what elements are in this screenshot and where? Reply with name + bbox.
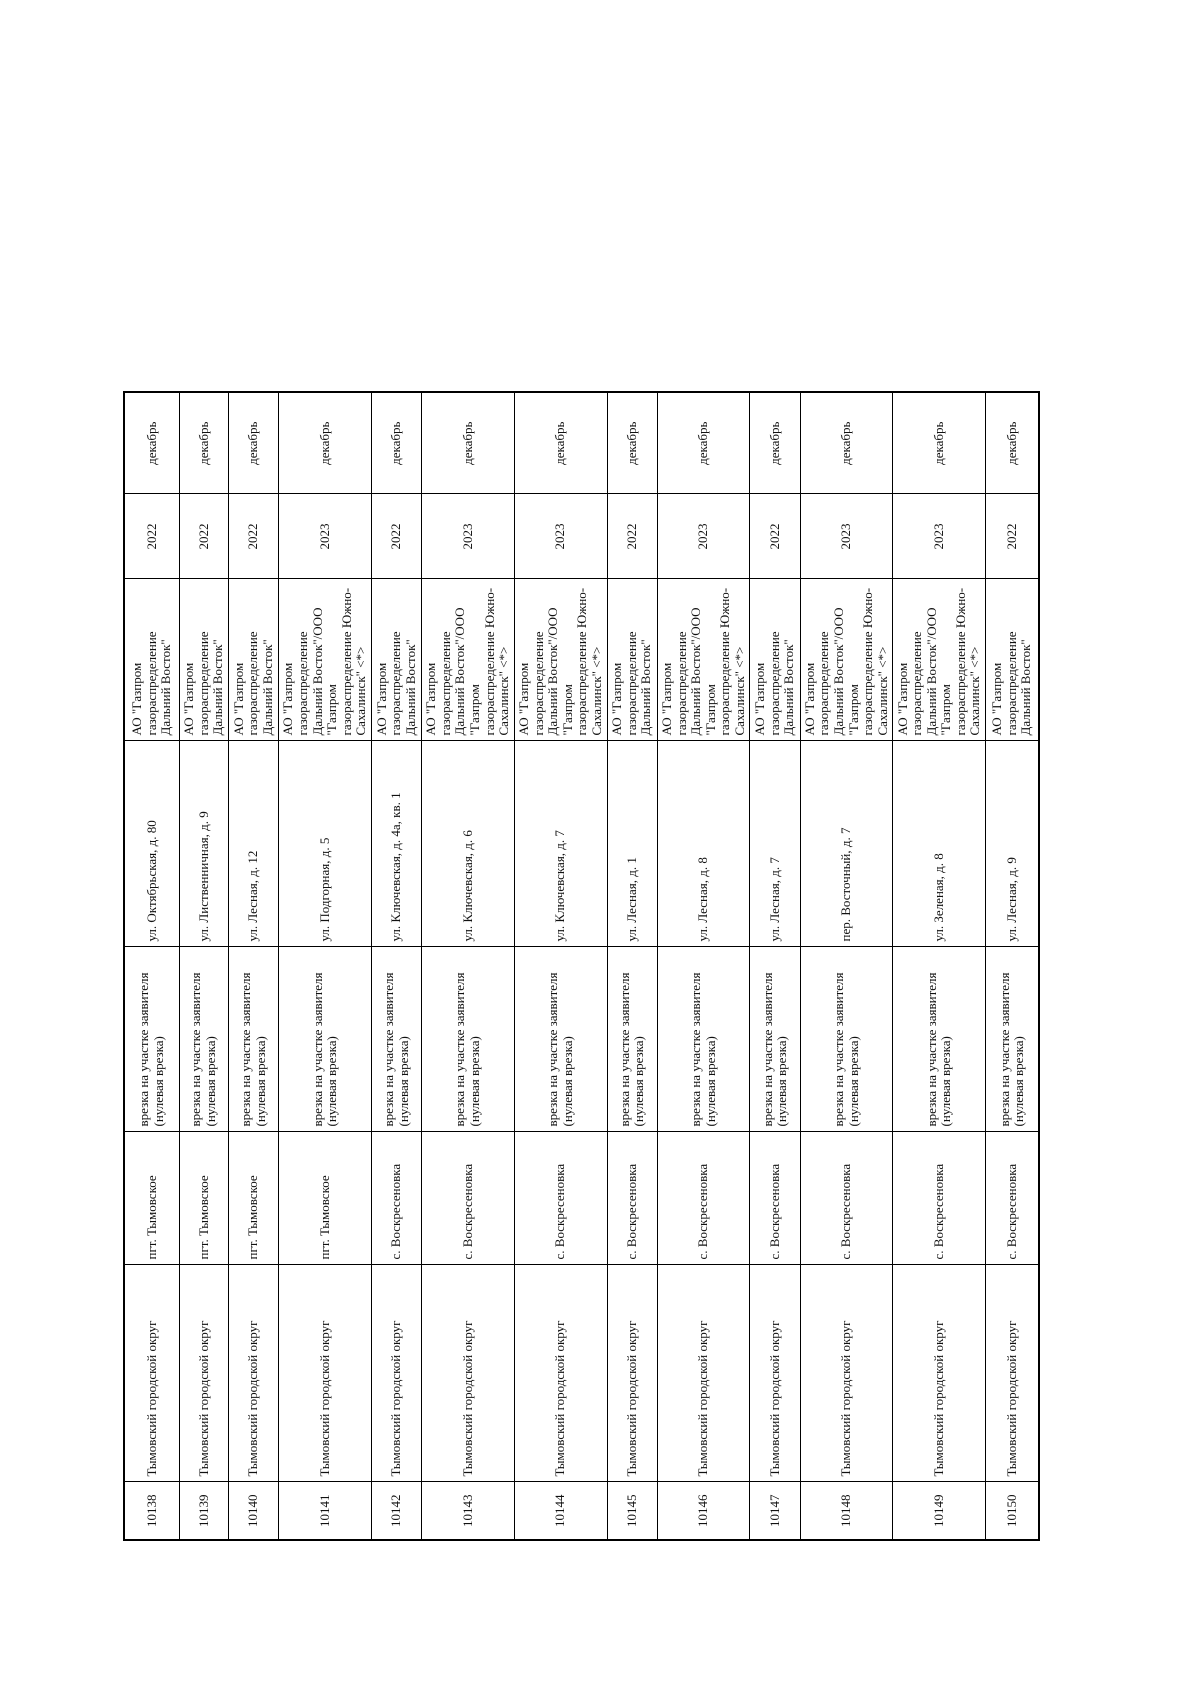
cell-connection-type: врезка на участке заявителя (нулевая врезка) <box>986 947 1039 1132</box>
cell-year: 2022 <box>750 494 800 579</box>
cell-number: 10150 <box>986 1482 1039 1540</box>
cell-address: ул. Ключевская, д. 7 <box>514 741 607 947</box>
cell-connection-type: врезка на участке заявителя (нулевая врезка) <box>279 947 372 1132</box>
cell-address: ул. Лесная, д. 12 <box>228 741 278 947</box>
table-row <box>750 392 800 1540</box>
table-row <box>800 392 893 1540</box>
cell-month: декабрь <box>893 392 986 494</box>
cell-gas-operator: АО "Газпром газораспределение Дальний Восток" <box>179 579 228 741</box>
cell-locality: пгт. Тымовское <box>228 1132 278 1265</box>
table-row <box>657 392 750 1540</box>
cell-month: декабрь <box>179 392 228 494</box>
cell-locality: с. Воскресеновка <box>422 1132 515 1265</box>
rotated-table-frame <box>123 393 1040 1541</box>
cell-address: ул. Лесная, д. 7 <box>750 741 800 947</box>
cell-month: декабрь <box>371 392 421 494</box>
cell-number: 10144 <box>514 1482 607 1540</box>
cell-district: Тымовский городской округ <box>657 1265 750 1482</box>
cell-district: Тымовский городской округ <box>279 1265 372 1482</box>
cell-month: декабрь <box>750 392 800 494</box>
cell-year: 2023 <box>422 494 515 579</box>
cell-number: 10149 <box>893 1482 986 1540</box>
cell-month: декабрь <box>607 392 657 494</box>
cell-address: ул. Ключевская, д. 4а, кв. 1 <box>371 741 421 947</box>
cell-district: Тымовский городской округ <box>371 1265 421 1482</box>
table-row <box>514 392 607 1540</box>
cell-address: ул. Зеленая, д. 8 <box>893 741 986 947</box>
table-row <box>607 392 657 1540</box>
cell-address: пер. Восточный, д. 7 <box>800 741 893 947</box>
cell-locality: с. Воскресеновка <box>750 1132 800 1265</box>
cell-locality: пгт. Тымовское <box>179 1132 228 1265</box>
cell-address: ул. Октябрьская, д. 80 <box>124 741 179 947</box>
cell-number: 10140 <box>228 1482 278 1540</box>
table-row <box>179 392 228 1540</box>
cell-district: Тымовский городской округ <box>750 1265 800 1482</box>
cell-month: декабрь <box>657 392 750 494</box>
cell-month: декабрь <box>800 392 893 494</box>
cell-gas-operator: АО "Газпром газораспределение Дальний Восток"/ООО "Газпром газораспределение Южно-Сахалинск" <*> <box>800 579 893 741</box>
document-sheet <box>123 393 1040 1541</box>
cell-year: 2022 <box>124 494 179 579</box>
cell-gas-operator: АО "Газпром газораспределение Дальний Восток" <box>986 579 1039 741</box>
cell-locality: пгт. Тымовское <box>279 1132 372 1265</box>
cell-district: Тымовский городской округ <box>228 1265 278 1482</box>
cell-year: 2023 <box>800 494 893 579</box>
cell-locality: с. Воскресеновка <box>371 1132 421 1265</box>
cell-number: 10138 <box>124 1482 179 1540</box>
cell-connection-type: врезка на участке заявителя (нулевая врезка) <box>893 947 986 1132</box>
cell-locality: с. Воскресеновка <box>514 1132 607 1265</box>
cell-district: Тымовский городской округ <box>986 1265 1039 1482</box>
cell-connection-type: врезка на участке заявителя (нулевая врезка) <box>124 947 179 1132</box>
cell-number: 10142 <box>371 1482 421 1540</box>
cell-year: 2023 <box>514 494 607 579</box>
cell-address: ул. Лиственничная, д. 9 <box>179 741 228 947</box>
cell-number: 10139 <box>179 1482 228 1540</box>
cell-locality: с. Воскресеновка <box>607 1132 657 1265</box>
cell-address: ул. Ключевская, д. 6 <box>422 741 515 947</box>
cell-connection-type: врезка на участке заявителя (нулевая врезка) <box>657 947 750 1132</box>
cell-year: 2023 <box>657 494 750 579</box>
cell-gas-operator: АО "Газпром газораспределение Дальний Восток" <box>124 579 179 741</box>
cell-number: 10141 <box>279 1482 372 1540</box>
cell-gas-operator: АО "Газпром газораспределение Дальний Восток"/ООО "Газпром газораспределение Южно-Сахалинск" <*> <box>422 579 515 741</box>
cell-connection-type: врезка на участке заявителя (нулевая врезка) <box>371 947 421 1132</box>
cell-gas-operator: АО "Газпром газораспределение Дальний Восток" <box>228 579 278 741</box>
cell-gas-operator: АО "Газпром газораспределение Дальний Восток"/ООО "Газпром газораспределение Южно-Сахалинск" <*> <box>893 579 986 741</box>
cell-connection-type: врезка на участке заявителя (нулевая врезка) <box>422 947 515 1132</box>
cell-year: 2023 <box>279 494 372 579</box>
table-row <box>279 392 372 1540</box>
cell-district: Тымовский городской округ <box>893 1265 986 1482</box>
cell-address: ул. Лесная, д. 8 <box>657 741 750 947</box>
table-row <box>893 392 986 1540</box>
table-body <box>124 392 1039 1540</box>
cell-address: ул. Лесная, д. 1 <box>607 741 657 947</box>
cell-year: 2023 <box>893 494 986 579</box>
cell-locality: с. Воскресеновка <box>657 1132 750 1265</box>
cell-month: декабрь <box>422 392 515 494</box>
cell-address: ул. Лесная, д. 9 <box>986 741 1039 947</box>
cell-gas-operator: АО "Газпром газораспределение Дальний Восток" <box>750 579 800 741</box>
cell-number: 10147 <box>750 1482 800 1540</box>
cell-gas-operator: АО "Газпром газораспределение Дальний Восток" <box>607 579 657 741</box>
cell-month: декабрь <box>228 392 278 494</box>
cell-year: 2022 <box>228 494 278 579</box>
cell-number: 10148 <box>800 1482 893 1540</box>
cell-year: 2022 <box>986 494 1039 579</box>
cell-gas-operator: АО "Газпром газораспределение Дальний Восток" <box>371 579 421 741</box>
cell-locality: пгт. Тымовское <box>124 1132 179 1265</box>
table-row <box>422 392 515 1540</box>
cell-connection-type: врезка на участке заявителя (нулевая врезка) <box>607 947 657 1132</box>
table-row <box>124 392 179 1540</box>
table-row <box>371 392 421 1540</box>
cell-address: ул. Подгорная, д. 5 <box>279 741 372 947</box>
cell-connection-type: врезка на участке заявителя (нулевая врезка) <box>514 947 607 1132</box>
cell-locality: с. Воскресеновка <box>986 1132 1039 1265</box>
cell-number: 10143 <box>422 1482 515 1540</box>
table-row <box>228 392 278 1540</box>
table-row <box>986 392 1039 1540</box>
cell-connection-type: врезка на участке заявителя (нулевая врезка) <box>179 947 228 1132</box>
cell-gas-operator: АО "Газпром газораспределение Дальний Восток"/ООО "Газпром газораспределение Южно-Сахалинск" <*> <box>279 579 372 741</box>
cell-district: Тымовский городской округ <box>422 1265 515 1482</box>
cell-number: 10145 <box>607 1482 657 1540</box>
cell-district: Тымовский городской округ <box>514 1265 607 1482</box>
cell-month: декабрь <box>514 392 607 494</box>
cell-connection-type: врезка на участке заявителя (нулевая врезка) <box>228 947 278 1132</box>
cell-year: 2022 <box>371 494 421 579</box>
gasification-table <box>123 391 1040 1541</box>
cell-month: декабрь <box>986 392 1039 494</box>
cell-locality: с. Воскресеновка <box>800 1132 893 1265</box>
cell-gas-operator: АО "Газпром газораспределение Дальний Восток"/ООО "Газпром газораспределение Южно-Сахалинск" <*> <box>657 579 750 741</box>
cell-district: Тымовский городской округ <box>179 1265 228 1482</box>
cell-gas-operator: АО "Газпром газораспределение Дальний Восток"/ООО "Газпром газораспределение Южно-Сахалинск" <*> <box>514 579 607 741</box>
cell-year: 2022 <box>179 494 228 579</box>
cell-month: декабрь <box>279 392 372 494</box>
cell-year: 2022 <box>607 494 657 579</box>
cell-number: 10146 <box>657 1482 750 1540</box>
cell-connection-type: врезка на участке заявителя (нулевая врезка) <box>800 947 893 1132</box>
cell-month: декабрь <box>124 392 179 494</box>
cell-connection-type: врезка на участке заявителя (нулевая врезка) <box>750 947 800 1132</box>
cell-district: Тымовский городской округ <box>607 1265 657 1482</box>
cell-district: Тымовский городской округ <box>800 1265 893 1482</box>
cell-district: Тымовский городской округ <box>124 1265 179 1482</box>
cell-locality: с. Воскресеновка <box>893 1132 986 1265</box>
